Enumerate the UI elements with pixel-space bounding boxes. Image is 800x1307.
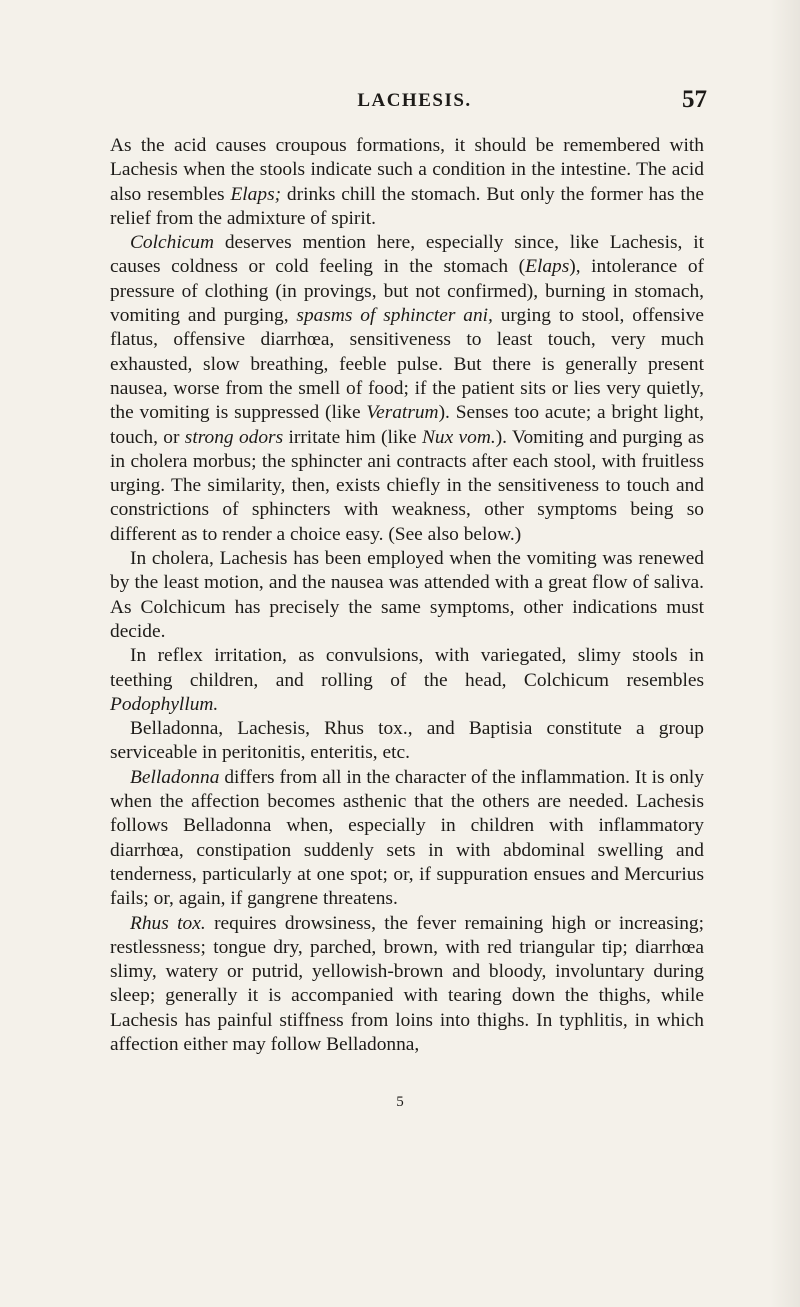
text-run: drinks chill the stomach. But only the former has the relief from the admixture of spirit. xyxy=(110,183,705,229)
text-run: As the acid causes croupous formations, it should be remembered with Lachesis when the stools indicate such a condition in the intestine. The acid also resembles xyxy=(110,135,704,205)
italic-text: spasms of sphincter ani, xyxy=(296,305,493,327)
text-run: Belladonna, Lachesis, Rhus tox., and Baptisia constitute a group serviceable in peritonitis, enteritis, etc. xyxy=(110,718,704,764)
text-run: ). Senses too acute; a bright light, touch, or xyxy=(110,402,704,448)
paragraph xyxy=(110,766,704,912)
text-run: In cholera, Lachesis has been employed when the vomiting was renewed by the least motion, and the nausea was attended with a great flow of saliva. As Colchicum has precisely the same symptoms, other indications must decide. xyxy=(110,548,704,642)
paragraph xyxy=(110,912,704,1058)
text-run: ). Vomiting and purging as in cholera morbus; the sphincter ani contracts after each stool, with fruitless urging. The similarity, then, exists chiefly in the sensitiveness to touch and constrictions of sphincters with weakness, other symptoms being so different as to render a choice easy. (See also below.) xyxy=(110,426,704,545)
page-edge-shadow xyxy=(770,0,800,1307)
text-run: deserves mention here, especially since, like Lachesis, it causes coldness or cold feeling in the stomach ( xyxy=(110,232,704,278)
paragraph xyxy=(110,717,704,766)
text-run: requires drowsiness, the fever remaining high or increasing; restlessness; tongue dry, parched, brown, with red triangular tip; diarrhœa slimy, watery or putrid, yellowish-brown and bloody, involuntary during sleep; generally it is accompanied with tearing down the thighs, while Lachesis has painful stiffness from loins into thighs. In typhlitis, in which affection either may follow Belladonna, xyxy=(110,912,704,1055)
signature-mark: 5 xyxy=(396,1094,404,1110)
body-text xyxy=(110,134,704,1057)
italic-text: Elaps xyxy=(525,256,570,278)
text-run: differs from all in the character of the inflammation. It is only when the affection becomes asthenic that the others are needed. Lachesis follows Belladonna when, especially in children with inflammatory diarrhœa, constipation suddenly sets in with abdominal swelling and tenderness, particularly at one spot; or, if suppuration ensues and Mercurius fails; or, again, if gangrene threatens. xyxy=(110,766,704,910)
italic-text: Rhus tox. xyxy=(130,912,206,934)
paragraph xyxy=(110,644,704,717)
italic-text: Colchicum xyxy=(130,232,215,254)
italic-text: Belladonna xyxy=(130,766,220,788)
page-number: 57 xyxy=(682,86,707,113)
running-title: LACHESIS. xyxy=(357,90,472,111)
paragraph xyxy=(110,231,704,547)
italic-text: Veratrum xyxy=(366,402,439,424)
paragraph xyxy=(110,547,704,644)
italic-text: strong odors xyxy=(184,426,284,448)
running-head xyxy=(122,86,707,116)
italic-text: Nux vom. xyxy=(421,426,496,448)
italic-text: Podophyllum. xyxy=(110,693,219,715)
paragraph xyxy=(110,134,704,231)
text-run: urging to stool, offensive flatus, offensive diarrhœa, sensitiveness to least touch, very much exhausted, slow breathing, feeble pulse. But there is generally present nausea, worse from the smell of food; if the patient sits or lies very quietly, the vomiting is suppressed (like xyxy=(110,305,704,424)
text-run: In reflex irritation, as convulsions, with variegated, slimy stools in teething children, and rolling of the head, Colchicum resembles xyxy=(110,645,704,691)
text-run: ), intolerance of pressure of clothing (in provings, but not confirmed), burning in stomach, vomiting and purging, xyxy=(110,256,704,327)
italic-text: Elaps; xyxy=(230,183,282,205)
text-run: irritate him (like xyxy=(283,426,422,448)
